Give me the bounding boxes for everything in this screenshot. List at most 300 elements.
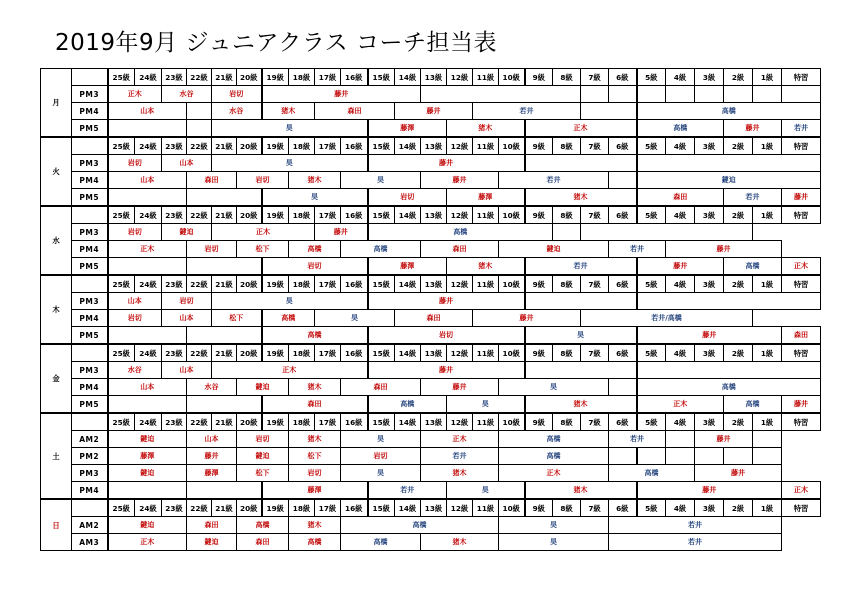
level-header: 18級 xyxy=(289,344,315,362)
coach-cell: 藤井 xyxy=(368,362,525,379)
level-header: 6級 xyxy=(609,206,637,224)
level-header: 19級 xyxy=(262,413,289,431)
level-header: 1級 xyxy=(753,344,782,362)
level-header: 13級 xyxy=(421,137,447,155)
level-header: 9級 xyxy=(525,206,553,224)
period-label: PM3 xyxy=(72,465,108,482)
period-label: PM4 xyxy=(72,103,108,120)
coach-cell: 昊 xyxy=(499,517,609,534)
level-header: 20級 xyxy=(237,69,262,86)
schedule-row xyxy=(41,86,821,103)
coach-cell xyxy=(609,448,637,465)
coach-cell: 正木 xyxy=(108,86,162,103)
level-header: 4級 xyxy=(666,413,695,431)
coach-cell: 昊 xyxy=(262,189,368,207)
level-header: 13級 xyxy=(421,69,447,86)
level-header: 13級 xyxy=(421,206,447,224)
coach-cell: 藤井 xyxy=(395,103,473,120)
schedule-row xyxy=(41,103,821,120)
level-header: 6級 xyxy=(609,413,637,431)
coach-cell: 正木 xyxy=(421,431,499,448)
level-header: 25級 xyxy=(108,275,135,293)
coach-cell: 昊 xyxy=(499,534,609,551)
level-header: 7級 xyxy=(581,275,609,293)
coach-cell xyxy=(108,327,187,345)
coach-cell: 高橋 xyxy=(368,224,553,241)
period-label: PM3 xyxy=(72,86,108,103)
level-header: 14級 xyxy=(395,137,421,155)
coach-cell: 岩切 xyxy=(289,465,341,482)
schedule-row xyxy=(41,448,821,465)
period-label: PM4 xyxy=(72,310,108,327)
level-header: 11級 xyxy=(473,69,499,86)
coach-cell: 若井 xyxy=(609,431,666,448)
coach-cell: 高橋 xyxy=(724,396,782,414)
coach-cell: 高橋 xyxy=(637,379,821,396)
coach-cell: 猪木 xyxy=(289,431,341,448)
period-label: AM3 xyxy=(72,534,108,551)
level-header-row xyxy=(41,69,821,86)
level-header: 24級 xyxy=(135,499,162,517)
coach-cell: 森田 xyxy=(637,189,724,207)
level-header: 25級 xyxy=(108,499,135,517)
coach-cell: 昊 xyxy=(212,155,368,172)
coach-cell: 岩切 xyxy=(341,448,421,465)
level-header: 13級 xyxy=(421,413,447,431)
level-header: 22級 xyxy=(187,275,212,293)
coach-cell: 岩切 xyxy=(368,189,447,207)
period-label: PM3 xyxy=(72,224,108,241)
level-header: 25級 xyxy=(108,137,135,155)
coach-cell: 昊 xyxy=(447,396,525,414)
level-header: 16級 xyxy=(341,344,368,362)
schedule-row xyxy=(41,379,821,396)
level-header: 16級 xyxy=(341,275,368,293)
coach-cell xyxy=(108,258,187,276)
level-header: 21級 xyxy=(212,275,237,293)
level-header: 20級 xyxy=(237,499,262,517)
day-label: 土 xyxy=(41,413,72,499)
coach-cell: 高橋 xyxy=(724,258,782,276)
coach-cell: 岩切 xyxy=(108,155,162,172)
level-header-row xyxy=(41,413,821,431)
level-header: 20級 xyxy=(237,275,262,293)
coach-cell: 藤井 xyxy=(782,189,821,207)
level-header: 20級 xyxy=(237,206,262,224)
coach-cell xyxy=(553,224,581,241)
coach-cell: 藤井 xyxy=(421,172,499,189)
level-header: 特習 xyxy=(782,275,821,293)
level-header: 24級 xyxy=(135,344,162,362)
level-header: 8級 xyxy=(553,499,581,517)
level-header: 6級 xyxy=(609,499,637,517)
level-header: 8級 xyxy=(553,275,581,293)
coach-cell: 藤澤 xyxy=(187,465,237,482)
level-header: 12級 xyxy=(447,413,473,431)
coach-cell: 昊 xyxy=(212,120,368,138)
header-blank-cell xyxy=(72,137,108,155)
level-header: 24級 xyxy=(135,206,162,224)
level-header: 8級 xyxy=(553,69,581,86)
coach-cell xyxy=(187,189,262,207)
coach-cell: 若井 xyxy=(609,241,666,258)
level-header: 6級 xyxy=(609,137,637,155)
schedule-row xyxy=(41,258,821,276)
schedule-row xyxy=(41,327,821,345)
header-blank-cell xyxy=(72,413,108,431)
schedule-row xyxy=(41,465,821,482)
coach-cell: 高橋 xyxy=(262,327,368,345)
coach-cell: 高橋 xyxy=(341,534,421,551)
level-header: 14級 xyxy=(395,69,421,86)
coach-cell: 若井 xyxy=(421,448,499,465)
coach-cell: 高橋 xyxy=(499,448,609,465)
level-header: 15級 xyxy=(368,413,395,431)
coach-cell: 岩切 xyxy=(212,86,262,103)
level-header: 15級 xyxy=(368,275,395,293)
coach-cell: 猪木 xyxy=(421,534,499,551)
coach-cell: 藤澤 xyxy=(368,258,447,276)
day-label: 金 xyxy=(41,344,72,413)
level-header: 10級 xyxy=(499,499,525,517)
level-header: 5級 xyxy=(637,413,666,431)
level-header: 16級 xyxy=(341,137,368,155)
coach-cell xyxy=(666,448,695,465)
coach-cell: 鍵迫 xyxy=(637,172,821,189)
coach-cell xyxy=(421,86,581,103)
schedule-row xyxy=(41,241,821,258)
level-header: 2級 xyxy=(724,206,753,224)
level-header: 特習 xyxy=(782,499,821,517)
period-label: PM3 xyxy=(72,293,108,310)
coach-cell: 高橋 xyxy=(637,120,724,138)
level-header: 4級 xyxy=(666,499,695,517)
coach-cell xyxy=(782,86,821,103)
coach-cell: 正木 xyxy=(637,396,724,414)
level-header: 23級 xyxy=(162,499,187,517)
level-header: 23級 xyxy=(162,275,187,293)
coach-cell: 山本 xyxy=(108,103,187,120)
coach-cell: 藤井 xyxy=(782,396,821,414)
coach-cell: 高橋 xyxy=(341,517,499,534)
level-header: 10級 xyxy=(499,69,525,86)
level-header: 6級 xyxy=(609,275,637,293)
header-blank-cell xyxy=(72,344,108,362)
coach-cell xyxy=(187,327,262,345)
level-header: 1級 xyxy=(753,275,782,293)
coach-cell xyxy=(187,482,262,500)
coach-cell: 鍵迫 xyxy=(108,517,187,534)
level-header: 9級 xyxy=(525,275,553,293)
coach-cell: 藤澤 xyxy=(262,482,368,500)
coach-cell: 正木 xyxy=(108,534,187,551)
coach-cell: 鍵迫 xyxy=(237,448,289,465)
level-header: 14級 xyxy=(395,413,421,431)
level-header: 17級 xyxy=(315,413,341,431)
coach-cell xyxy=(695,448,724,465)
level-header-row xyxy=(41,206,821,224)
coach-cell xyxy=(609,172,637,189)
level-header: 16級 xyxy=(341,69,368,86)
level-header: 9級 xyxy=(525,137,553,155)
level-header: 7級 xyxy=(581,137,609,155)
coach-cell: 松下 xyxy=(289,448,341,465)
schedule-row xyxy=(41,362,821,379)
coach-cell: 藤井 xyxy=(695,431,753,448)
coach-cell: 藤井 xyxy=(368,293,525,310)
level-header: 7級 xyxy=(581,206,609,224)
level-header: 5級 xyxy=(637,137,666,155)
coach-cell: 藤井 xyxy=(262,86,421,103)
coach-cell xyxy=(108,120,187,138)
coach-cell: 鍵迫 xyxy=(187,534,237,551)
coach-cell: 高橋 xyxy=(368,396,447,414)
coach-cell xyxy=(724,448,753,465)
level-header: 17級 xyxy=(315,69,341,86)
schedule-row xyxy=(41,310,821,327)
coach-cell: 藤井 xyxy=(187,448,237,465)
level-header: 3級 xyxy=(695,137,724,155)
level-header: 4級 xyxy=(666,137,695,155)
level-header: 24級 xyxy=(135,413,162,431)
coach-cell: 森田 xyxy=(262,396,368,414)
coach-cell: 森田 xyxy=(782,327,821,345)
coach-cell: 昊 xyxy=(525,327,637,345)
day-label: 日 xyxy=(41,499,72,551)
level-header: 22級 xyxy=(187,499,212,517)
coach-cell: 正木 xyxy=(782,482,821,500)
level-header: 3級 xyxy=(695,206,724,224)
level-header: 21級 xyxy=(212,137,237,155)
coach-cell xyxy=(753,86,782,103)
level-header: 22級 xyxy=(187,413,212,431)
coach-cell xyxy=(581,103,637,120)
coach-cell xyxy=(525,362,637,379)
coach-cell: 猪木 xyxy=(262,103,315,120)
coach-cell: 岩切 xyxy=(262,258,368,276)
coach-cell: 森田 xyxy=(187,517,237,534)
level-header-row xyxy=(41,499,821,517)
level-header: 9級 xyxy=(525,344,553,362)
level-header: 22級 xyxy=(187,137,212,155)
level-header: 23級 xyxy=(162,413,187,431)
coach-cell xyxy=(609,379,637,396)
coach-cell: 若井 xyxy=(782,120,821,138)
header-blank-cell xyxy=(72,499,108,517)
coach-cell: 藤澤 xyxy=(368,120,447,138)
coach-cell: 森田 xyxy=(341,379,421,396)
coach-cell: 水谷 xyxy=(162,86,212,103)
schedule-row xyxy=(41,482,821,500)
coach-cell xyxy=(637,86,666,103)
header-blank-cell xyxy=(72,275,108,293)
coach-cell: 猪木 xyxy=(525,396,637,414)
coach-cell: 昊 xyxy=(341,431,421,448)
level-header: 1級 xyxy=(753,499,782,517)
coach-cell: 昊 xyxy=(341,465,421,482)
level-header: 2級 xyxy=(724,69,753,86)
day-label: 火 xyxy=(41,137,72,206)
level-header: 4級 xyxy=(666,69,695,86)
level-header: 12級 xyxy=(447,69,473,86)
coach-cell xyxy=(753,431,782,448)
level-header: 2級 xyxy=(724,413,753,431)
level-header: 25級 xyxy=(108,206,135,224)
coach-cell: 水谷 xyxy=(187,379,237,396)
day-label: 木 xyxy=(41,275,72,344)
level-header: 特習 xyxy=(782,137,821,155)
coach-cell: 高橋 xyxy=(289,241,341,258)
coach-cell: 藤澤 xyxy=(447,189,525,207)
schedule-row xyxy=(41,431,821,448)
level-header: 5級 xyxy=(637,344,666,362)
coach-cell: 山本 xyxy=(162,362,212,379)
level-header: 22級 xyxy=(187,69,212,86)
coach-cell: 山本 xyxy=(108,172,187,189)
level-header: 20級 xyxy=(237,413,262,431)
day-label: 水 xyxy=(41,206,72,275)
coach-cell: 鍵迫 xyxy=(237,379,289,396)
coach-cell: 鍵迫 xyxy=(499,241,609,258)
coach-cell: 山本 xyxy=(187,431,237,448)
day-label: 月 xyxy=(41,69,72,138)
level-header: 21級 xyxy=(212,69,237,86)
level-header: 10級 xyxy=(499,206,525,224)
level-header: 9級 xyxy=(525,69,553,86)
period-label: PM3 xyxy=(72,362,108,379)
coach-cell: 藤井 xyxy=(473,310,581,327)
coach-cell: 高橋 xyxy=(237,517,289,534)
level-header: 4級 xyxy=(666,275,695,293)
level-header: 2級 xyxy=(724,344,753,362)
level-header-row xyxy=(41,275,821,293)
coach-cell: 若井/高橋 xyxy=(581,310,753,327)
level-header: 特習 xyxy=(782,413,821,431)
coach-cell: 猪木 xyxy=(289,379,341,396)
level-header: 18級 xyxy=(289,69,315,86)
level-header: 17級 xyxy=(315,137,341,155)
schedule-row xyxy=(41,534,821,551)
level-header: 15級 xyxy=(368,499,395,517)
coach-cell: 森田 xyxy=(237,534,289,551)
coach-cell: 昊 xyxy=(315,310,395,327)
level-header: 3級 xyxy=(695,275,724,293)
level-header: 17級 xyxy=(315,499,341,517)
level-header: 7級 xyxy=(581,499,609,517)
level-header: 11級 xyxy=(473,206,499,224)
coach-cell: 藤井 xyxy=(637,482,782,500)
coach-cell: 昊 xyxy=(499,379,609,396)
level-header: 5級 xyxy=(637,499,666,517)
coach-cell: 若井 xyxy=(525,258,637,276)
period-label: PM5 xyxy=(72,258,108,276)
level-header: 7級 xyxy=(581,69,609,86)
level-header: 1級 xyxy=(753,206,782,224)
coach-cell xyxy=(187,258,262,276)
level-header: 17級 xyxy=(315,206,341,224)
level-header: 13級 xyxy=(421,499,447,517)
level-header: 24級 xyxy=(135,137,162,155)
coach-cell xyxy=(609,86,637,103)
level-header: 5級 xyxy=(637,69,666,86)
coach-cell: 高橋 xyxy=(499,431,609,448)
level-header: 3級 xyxy=(695,69,724,86)
level-header: 10級 xyxy=(499,413,525,431)
level-header: 3級 xyxy=(695,344,724,362)
coach-cell xyxy=(666,86,695,103)
level-header: 1級 xyxy=(753,137,782,155)
level-header: 8級 xyxy=(553,344,581,362)
coach-cell: 高橋 xyxy=(637,103,821,120)
coach-cell: 藤井 xyxy=(421,379,499,396)
level-header: 3級 xyxy=(695,499,724,517)
level-header: 18級 xyxy=(289,413,315,431)
schedule-row xyxy=(41,189,821,207)
coach-cell: 松下 xyxy=(237,241,289,258)
coach-cell xyxy=(108,189,187,207)
coach-cell: 岩切 xyxy=(237,431,289,448)
coach-cell xyxy=(525,155,637,172)
level-header: 8級 xyxy=(553,137,581,155)
level-header: 15級 xyxy=(368,206,395,224)
level-header: 16級 xyxy=(341,413,368,431)
coach-cell: 森田 xyxy=(421,241,499,258)
coach-cell xyxy=(637,155,821,172)
coach-cell: 山本 xyxy=(162,155,212,172)
coach-cell: 高橋 xyxy=(609,465,695,482)
level-header: 18級 xyxy=(289,275,315,293)
coach-cell: 松下 xyxy=(237,465,289,482)
coach-cell: 猪木 xyxy=(421,465,499,482)
level-header: 6級 xyxy=(609,344,637,362)
coach-cell xyxy=(108,396,187,414)
coach-cell xyxy=(108,482,187,500)
level-header: 6級 xyxy=(609,69,637,86)
level-header: 19級 xyxy=(262,344,289,362)
level-header: 特習 xyxy=(782,69,821,86)
level-header: 1級 xyxy=(753,69,782,86)
level-header: 12級 xyxy=(447,206,473,224)
coach-cell: 岩切 xyxy=(237,172,289,189)
coach-cell: 猪木 xyxy=(289,517,341,534)
coach-cell: 藤井 xyxy=(724,120,782,138)
coach-cell: 岩切 xyxy=(162,293,212,310)
level-header: 4級 xyxy=(666,206,695,224)
level-header: 11級 xyxy=(473,499,499,517)
coach-cell: 正木 xyxy=(212,362,368,379)
level-header: 24級 xyxy=(135,69,162,86)
coach-cell: 正木 xyxy=(212,224,315,241)
schedule-row xyxy=(41,517,821,534)
level-header: 10級 xyxy=(499,275,525,293)
coach-cell xyxy=(187,120,212,138)
level-header: 12級 xyxy=(447,137,473,155)
schedule-row xyxy=(41,155,821,172)
level-header: 12級 xyxy=(447,344,473,362)
level-header: 15級 xyxy=(368,69,395,86)
coach-schedule-table xyxy=(40,68,821,551)
coach-cell: 若井 xyxy=(609,534,782,551)
schedule-row xyxy=(41,293,821,310)
level-header: 17級 xyxy=(315,275,341,293)
level-header: 9級 xyxy=(525,499,553,517)
level-header: 20級 xyxy=(237,137,262,155)
level-header: 19級 xyxy=(262,275,289,293)
coach-cell: 森田 xyxy=(187,172,237,189)
level-header: 7級 xyxy=(581,344,609,362)
coach-cell: 猪木 xyxy=(289,172,341,189)
schedule-row xyxy=(41,172,821,189)
